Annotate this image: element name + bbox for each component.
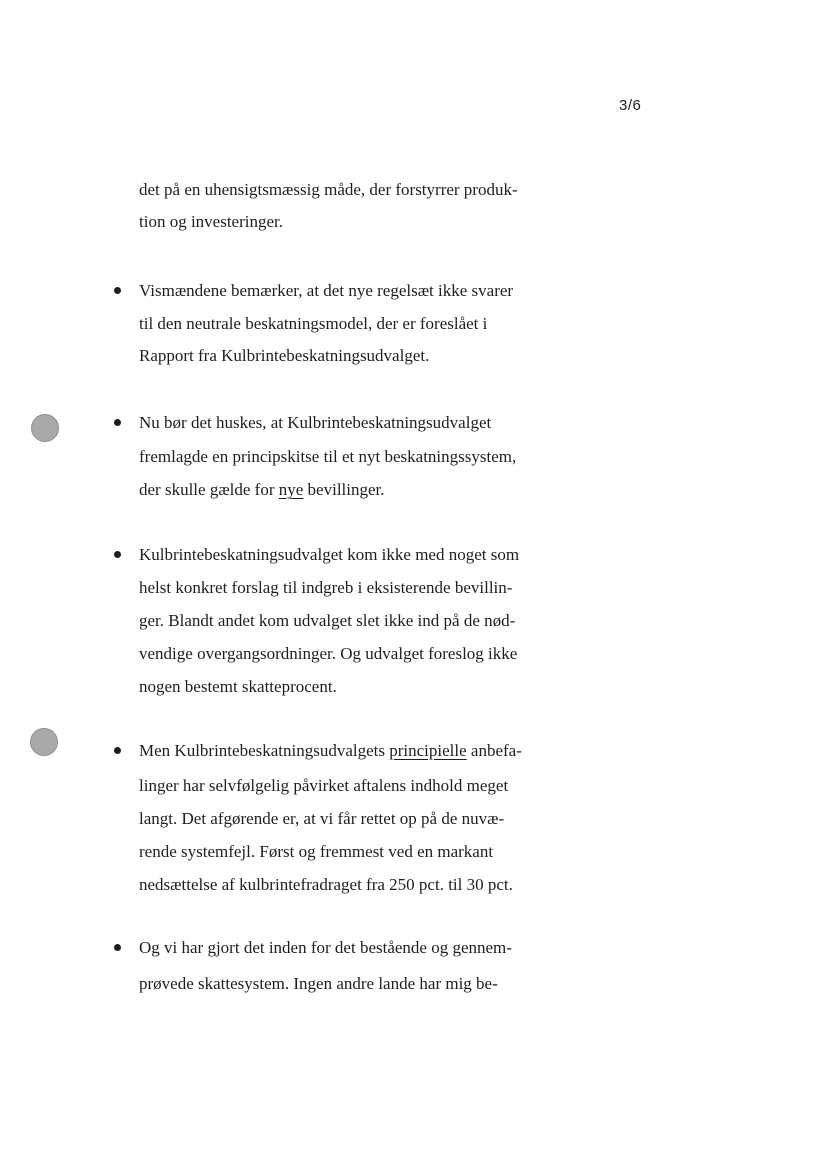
text-line: Vismændene bemærker, at det nye regelsæt ikke svarer (139, 281, 514, 300)
text-line: prøvede skattesystem. Ingen andre lande har mig be- (139, 974, 498, 993)
text-line: tion og investeringer. (139, 212, 284, 231)
text-segment: bevillinger. (303, 480, 385, 499)
underlined-word: nye (278, 480, 304, 499)
text-segment: Men Kulbrintebeskatningsudvalgets (139, 741, 390, 760)
text-line: vendige overgangsordninger. Og udvalget foreslog ikke (139, 644, 518, 663)
text-line: fremlagde en principskitse til et nyt beskatningssystem, (139, 447, 517, 466)
text-line: det på en uhensigtsmæssig måde, der forstyrrer produk- (139, 180, 518, 199)
text-line (139, 480, 385, 500)
bullet-dot-icon (114, 747, 121, 754)
bullet-dot-icon (114, 419, 121, 426)
text-line: helst konkret forslag til indgreb i eksisterende bevillin- (139, 578, 513, 597)
punch-hole (30, 728, 58, 756)
text-segment: anbefa- (466, 741, 522, 760)
text-line: ger. Blandt andet kom udvalget slet ikke ind på de nød- (139, 611, 516, 630)
text-line (139, 741, 522, 761)
punch-hole (31, 414, 59, 442)
text-line: til den neutrale beskatningsmodel, der er foreslået i (139, 314, 488, 333)
text-line: nedsættelse af kulbrintefradraget fra 250 pct. til 30 pct. (139, 875, 513, 894)
text-line: rende systemfejl. Først og fremmest ved en markant (139, 842, 494, 861)
text-line: nogen bestemt skatteprocent. (139, 677, 337, 696)
bullet-dot-icon (114, 287, 121, 294)
underlined-word: principielle (389, 741, 467, 760)
text-line: Rapport fra Kulbrintebeskatningsudvalget. (139, 346, 430, 365)
text-line: linger har selvfølgelig påvirket aftalens indhold meget (139, 776, 509, 795)
text-line: Kulbrintebeskatningsudvalget kom ikke med noget som (139, 545, 520, 564)
text-line: langt. Det afgørende er, at vi får rettet op på de nuvæ- (139, 809, 505, 828)
text-segment: der skulle gælde for (139, 480, 279, 499)
text-line: Og vi har gjort det inden for det bestående og gennem- (139, 938, 512, 957)
bullet-dot-icon (114, 944, 121, 951)
text-line: Nu bør det huskes, at Kulbrintebeskatningsudvalget (139, 413, 492, 432)
bullet-dot-icon (114, 551, 121, 558)
page-number: 3/6 (619, 97, 642, 114)
